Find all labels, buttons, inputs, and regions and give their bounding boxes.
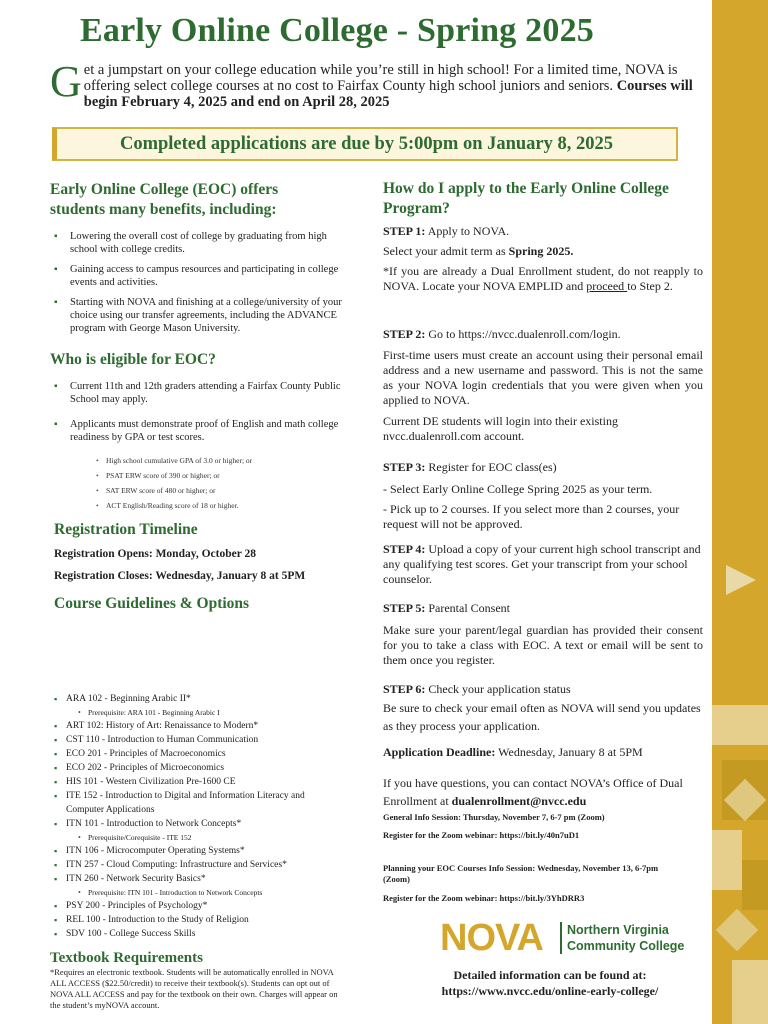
course-item: ▪ ART 102: History of Art: Renaissance to Modern* xyxy=(54,719,344,733)
apply-heading: How do I apply to the Early Online College Program? xyxy=(383,180,669,217)
course-item: ▪ ARA 102 - Beginning Arabic II* xyxy=(54,692,344,706)
footer xyxy=(400,967,700,999)
step-text: Upload a copy of your current high school transcript and any qualifying test scores. Get your transcript from your school counselor. xyxy=(383,542,701,586)
step-paragraph: - Select Early Online College Spring 2025 as your term. xyxy=(383,482,653,496)
deadline-banner xyxy=(52,127,678,161)
nova-logo xyxy=(440,918,705,960)
step-1 xyxy=(383,224,703,294)
timeline-heading: Registration Timeline xyxy=(54,521,198,538)
textbook-text: *Requires an electronic textbook. Students will be automatically enrolled in NOVA ALL ACCESS ($22.50/credit) to receive their textbook(s). Students can opt out of NOVA ALL ACCESS and pay for the textbook on their own. Charges will appear on the student’s myNOVA account. xyxy=(50,967,338,1010)
proceed-link[interactable]: proceed xyxy=(586,279,628,293)
step-6 xyxy=(383,682,703,735)
list-item: • SAT ERW score of 480 or higher; or xyxy=(96,484,336,497)
registration-closes: Registration Closes: Wednesday, January 8 at 5PM xyxy=(54,570,306,582)
info-session-1: General Info Session: Thursday, November 7, 6-7 pm (Zoom) xyxy=(383,812,605,822)
logo-line: Community College xyxy=(567,939,685,953)
course-item: ▪ HIS 101 - Western Civilization Pre-1600 CE xyxy=(54,775,344,789)
decorative-block xyxy=(732,960,768,1024)
info-session-2-register[interactable]: Register for the Zoom webinar: https://bit.ly/3YhDRR3 xyxy=(383,893,585,903)
list-item: • High school cumulative GPA of 3.0 or higher; or xyxy=(96,454,336,467)
course-item: ▪ ITN 101 - Introduction to Network Concepts* xyxy=(54,817,344,831)
eligibility-heading: Who is eligible for EOC? xyxy=(50,351,216,368)
list-item: • ACT English/Reading score of 18 or higher. xyxy=(96,499,336,512)
banner-label: Completed applications are due by xyxy=(119,134,399,154)
course-item: ▪ REL 100 - Introduction to the Study of Religion xyxy=(54,913,344,927)
note-text: *If you are already a Dual Enrollment student, do not reapply to NOVA. Locate your NOVA EMPLID and xyxy=(383,264,703,293)
step-paragraph: Current DE students will login into their existing nvcc.dualenroll.com account. xyxy=(383,414,618,443)
list-item: ▪ Starting with NOVA and finishing at a college/university of your choice using our transfer agreements, including the ADVANCE program with George Mason University. xyxy=(54,296,344,335)
course-prerequisite: • Prerequisite: ARA 101 - Beginning Arabic I xyxy=(54,706,344,719)
decorative-block xyxy=(712,830,742,890)
info-session-1-register[interactable]: Register for the Zoom webinar: https://bit.ly/40n7uD1 xyxy=(383,830,580,840)
course-item: ▪ ECO 201 - Principles of Macroeconomics xyxy=(54,747,344,761)
intro-dates: Courses will begin February 4, 2025 and end on April 28, 2025 xyxy=(83,78,693,110)
step-label: STEP 2: xyxy=(383,327,426,341)
step-5 xyxy=(383,601,703,668)
footer-url[interactable]: https://www.nvcc.edu/online-early-college/ xyxy=(441,984,659,998)
note-text: to Step 2. xyxy=(627,279,673,293)
course-item: ▪ PSY 200 - Principles of Psychology* xyxy=(54,899,344,913)
course-item: ▪ ITN 106 - Microcomputer Operating Systems* xyxy=(54,844,344,858)
decorative-side-bar xyxy=(712,0,768,1024)
logo-line: Northern Virginia xyxy=(567,923,669,937)
course-item: ▪ SDV 100 - College Success Skills xyxy=(54,927,344,941)
course-item: ▪ CST 110 - Introduction to Human Communication xyxy=(54,733,344,747)
step-text: Register for EOC class(es) xyxy=(425,460,557,474)
banner-time: 5:00pm on January 8, 2025 xyxy=(398,134,614,154)
drop-cap: G xyxy=(50,57,82,106)
step-paragraph: First-time users must create an account using their personal email address and a new username and password. This is not the same as your NOVA login credentials that you were given when you applied to NOVA. xyxy=(383,348,703,407)
contact-info xyxy=(383,774,703,810)
course-item: ▪ ECO 202 - Principles of Microeconomics xyxy=(54,761,344,775)
contact-email[interactable]: dualenrollment@nvcc.edu xyxy=(451,794,587,808)
term-value: Spring 2025. xyxy=(508,244,574,258)
course-list xyxy=(54,692,344,941)
list-item: • PSAT ERW score of 390 or higher; or xyxy=(96,469,336,482)
info-session-2: Planning your EOC Courses Info Session: Wednesday, November 13, 6-7pm (Zoom) xyxy=(383,863,659,884)
step-text[interactable]: Go to https://nvcc.dualenroll.com/login. xyxy=(425,327,621,341)
page-title: Early Online College - Spring 2025 xyxy=(80,12,594,49)
step-paragraph: Make sure your parent/legal guardian has provided their consent for you to take a class with EOC. A text or email will be sent to them once you register. xyxy=(383,623,703,667)
step-text: Parental Consent xyxy=(425,601,511,615)
registration-opens: Registration Opens: Monday, October 28 xyxy=(54,548,256,560)
eligibility-sublist xyxy=(96,454,336,512)
decorative-block xyxy=(712,705,768,745)
benefits-heading: Early Online College (EOC) offers students many benefits, including: xyxy=(50,181,279,218)
eligibility-list xyxy=(54,380,344,451)
step-4 xyxy=(383,542,703,587)
decorative-block xyxy=(742,860,768,910)
course-prerequisite: • Prerequisite: ITN 101 - Introduction to Network Concepts xyxy=(54,886,344,899)
step-text: Check your application status xyxy=(425,682,571,696)
course-item: ▪ ITN 260 - Network Security Basics* xyxy=(54,872,344,886)
textbook-heading: Textbook Requirements xyxy=(50,950,203,966)
intro-paragraph xyxy=(50,57,700,110)
contact-text: If you have questions, you can contact NOVA’s Office of Dual Enrollment at xyxy=(383,776,683,808)
intro-text: et a jumpstart on your college education while you’re still in high school! For a limited time, NOVA is offering select college courses at no cost to Fairfax County high school juniors and seniors. xyxy=(83,62,678,94)
logo-divider xyxy=(560,922,562,954)
course-item: ▪ ITN 257 - Cloud Computing: Infrastructure and Services* xyxy=(54,858,344,872)
course-prerequisite: • Prerequisite/Corequisite - ITE 152 xyxy=(54,831,344,844)
guidelines-heading: Course Guidelines & Options xyxy=(54,595,250,612)
list-item: ▪ Gaining access to campus resources and participating in college events and activities. xyxy=(54,263,344,289)
step-label: STEP 5: xyxy=(383,601,426,615)
logo-wordmark: NOVA xyxy=(440,917,543,959)
deadline-text: Wednesday, January 8 at 5PM xyxy=(495,745,643,759)
step-label: STEP 3: xyxy=(383,460,426,474)
list-item: ▪ Applicants must demonstrate proof of English and math college readiness by GPA or test scores. xyxy=(54,418,344,444)
step-2 xyxy=(383,327,703,444)
decorative-triangle xyxy=(726,565,756,595)
step-label: STEP 6: xyxy=(383,682,426,696)
logo-subtitle xyxy=(567,922,684,954)
decorative-diamond xyxy=(716,909,758,951)
step-3 xyxy=(383,460,703,532)
benefits-list xyxy=(54,230,344,342)
list-item: ▪ Current 11th and 12th graders attending a Fairfax County Public School may apply. xyxy=(54,380,344,406)
step-paragraph: - Pick up to 2 courses. If you select more than 2 courses, your request will not be approved. xyxy=(383,502,680,531)
application-deadline xyxy=(383,745,703,760)
step-label: STEP 1: xyxy=(383,224,426,238)
step-paragraph: Be sure to check your email often as NOVA will send you updates as they process your application. xyxy=(383,701,701,733)
term-text: Select your admit term as xyxy=(383,244,509,258)
course-item: ▪ ITE 152 - Introduction to Digital and Information Literacy and Computer Applications xyxy=(54,789,344,817)
step-text: Apply to NOVA. xyxy=(425,224,510,238)
deadline-label: Application Deadline: xyxy=(383,745,496,759)
footer-line: Detailed information can be found at: xyxy=(453,968,647,982)
list-item: ▪ Lowering the overall cost of college by graduating from high school with college credits. xyxy=(54,230,344,256)
step-label: STEP 4: xyxy=(383,542,426,556)
